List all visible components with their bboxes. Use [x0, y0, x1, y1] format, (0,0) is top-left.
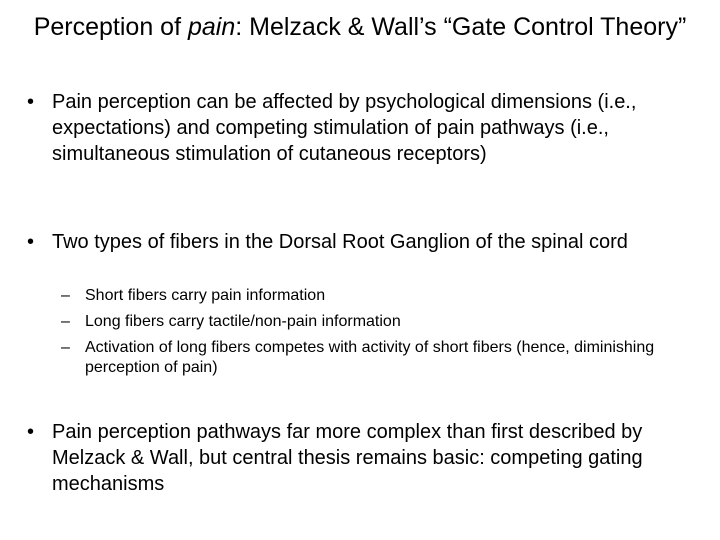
sub-bullet-item	[61, 286, 706, 306]
slide-title	[30, 10, 690, 44]
bullet-item	[27, 229, 707, 255]
bullet-text: Two types of fibers in the Dorsal Root Ganglion of the spinal cord	[52, 231, 628, 253]
bullet-item	[27, 89, 707, 167]
sub-bullet-item	[61, 312, 706, 332]
bullet-text: Pain perception can be affected by psychological dimensions (i.e., expectations) and competing stimulation of pain pathways (i.e., simultaneous stimulation of cutaneous receptors)	[52, 91, 637, 165]
bullet-text: Pain perception pathways far more complex than first described by Melzack & Wall, but central thesis remains basic: competing gating mechanisms	[52, 421, 643, 495]
sub-bullet-text: Activation of long fibers competes with activity of short fibers (hence, diminishing perception of pain)	[85, 339, 655, 376]
slide-title-prefix: Perception of	[33, 13, 188, 41]
sub-bullet-marker: –	[61, 313, 70, 330]
sub-bullet-item	[61, 338, 706, 378]
sub-bullet-text: Long fibers carry tactile/non-pain information	[85, 313, 401, 330]
slide-title-emphasis: pain	[187, 13, 236, 41]
bullet-marker: •	[27, 421, 35, 443]
bullet-marker: •	[27, 91, 35, 113]
bullet-item	[27, 419, 707, 497]
sub-bullet-marker: –	[61, 287, 70, 304]
slide-title-suffix: : Melzack & Wall’s “Gate Control Theory”	[235, 13, 687, 41]
sub-bullet-text: Short fibers carry pain information	[85, 287, 326, 304]
sub-bullet-marker: –	[61, 339, 70, 356]
bullet-marker: •	[27, 231, 35, 253]
